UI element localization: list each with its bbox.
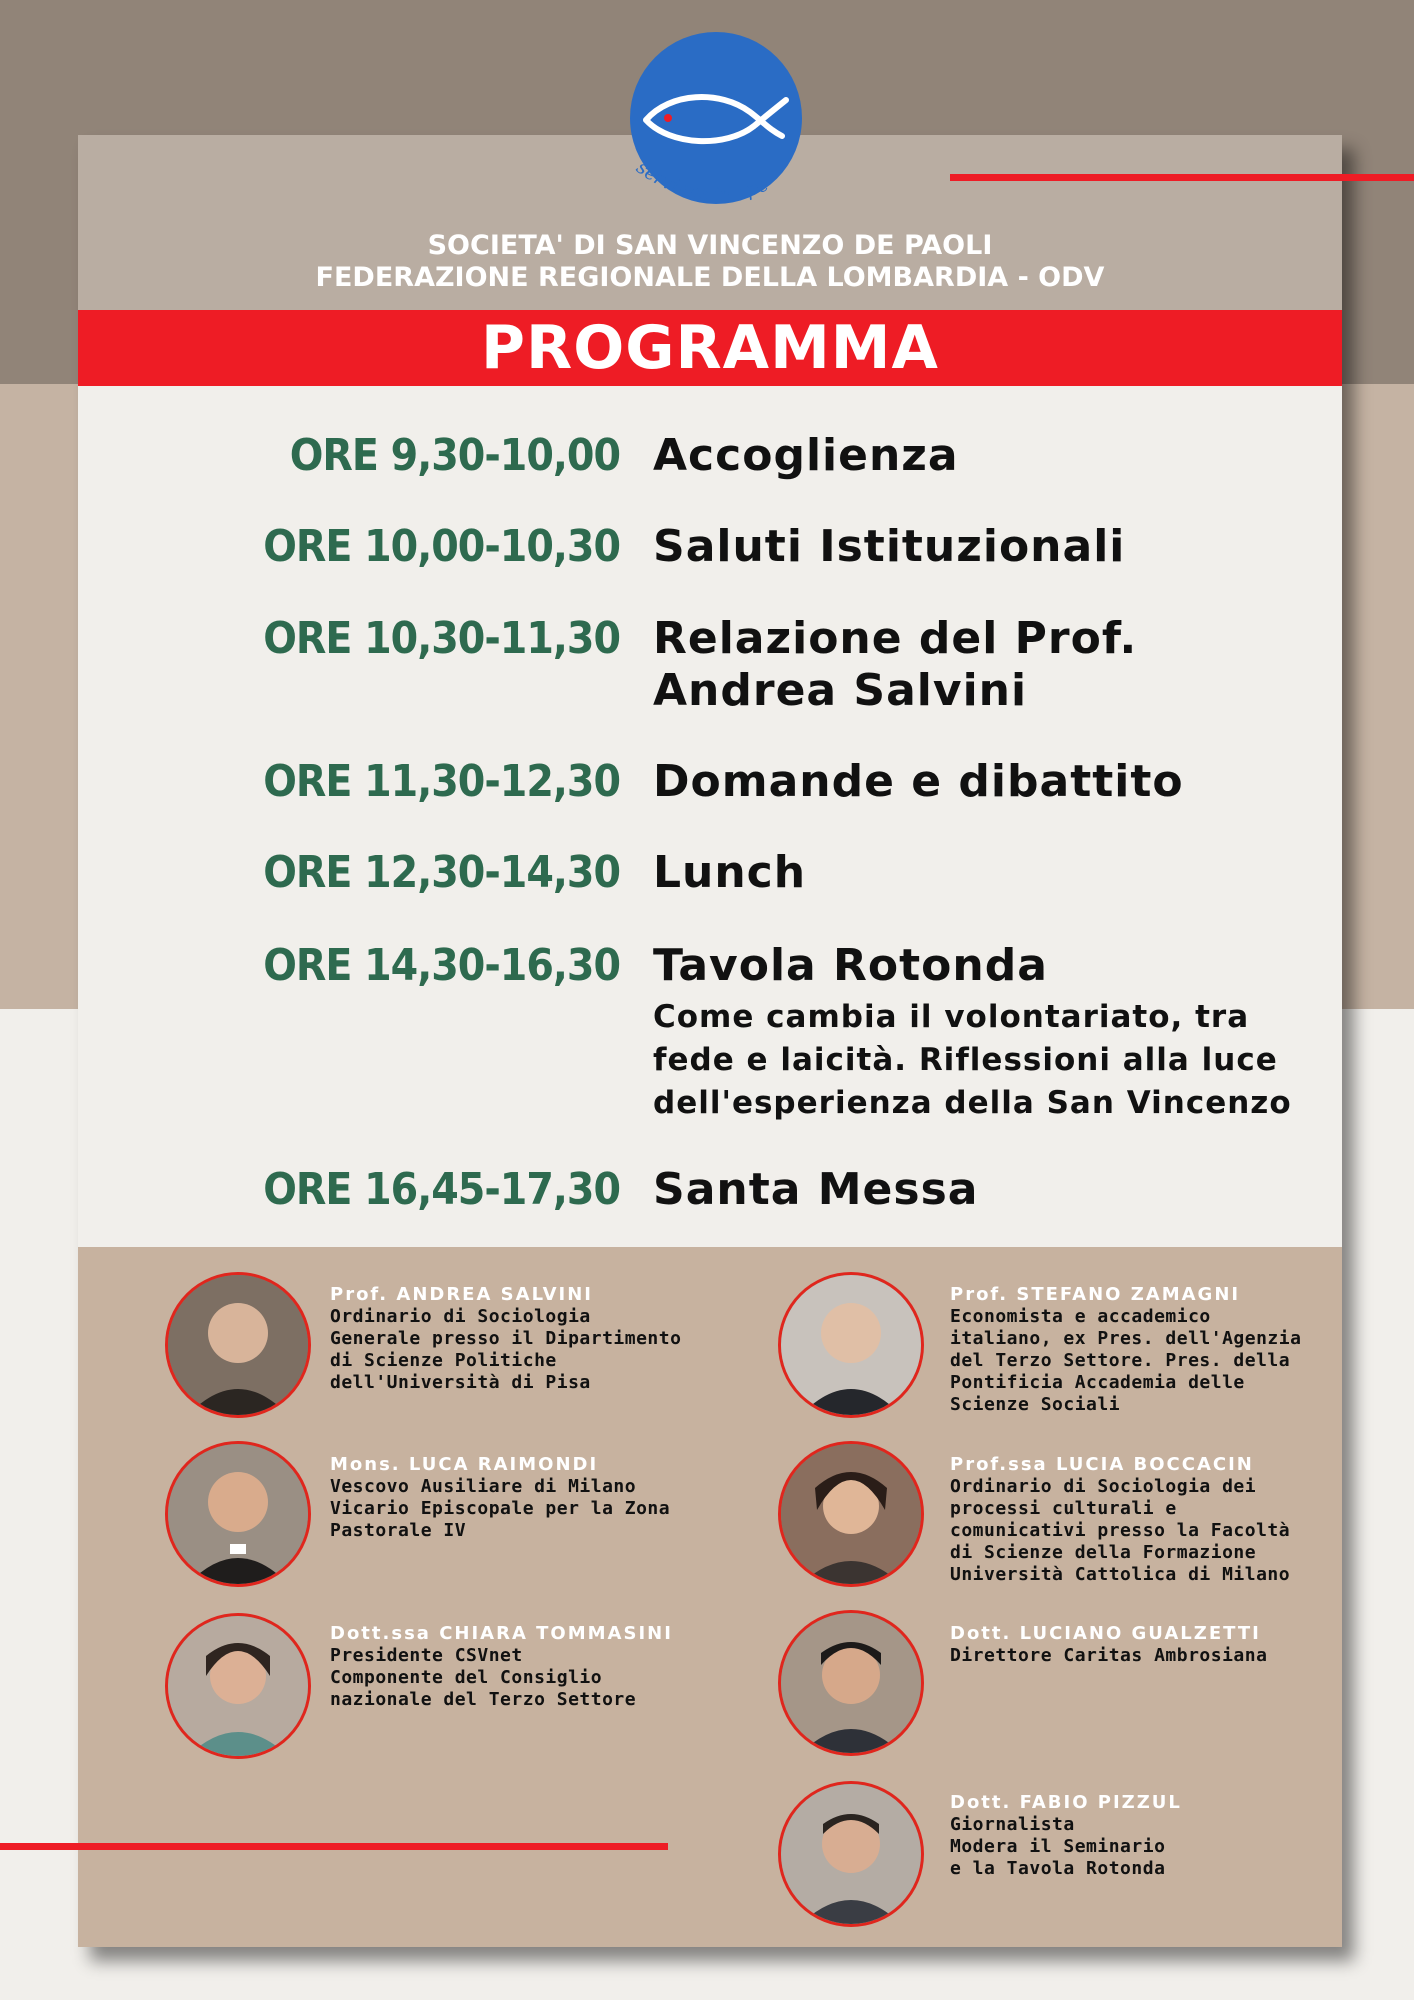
decorative-line-bottom bbox=[0, 1843, 668, 1850]
schedule-activity: Domande e dibattito bbox=[653, 756, 1184, 807]
speaker-photo bbox=[165, 1441, 311, 1587]
speaker-photo bbox=[778, 1781, 924, 1927]
logo-motto bbox=[615, 160, 815, 230]
speaker-description: Ordinario di Sociologia dei processi culturali e comunicativi presso la Facoltà di Scienze della Formazione Università Cattolica di Milano bbox=[950, 1476, 1291, 1585]
subtitle-line: fede e laicità. Riflessioni alla luce bbox=[653, 1042, 1278, 1078]
schedule-time: ORE 16,45-17,30 bbox=[263, 1164, 620, 1215]
organization-line-2: FEDERAZIONE REGIONALE DELLA LOMBARDIA - ODV bbox=[315, 262, 1105, 293]
speaker-photo bbox=[165, 1613, 311, 1759]
speaker-photo bbox=[778, 1441, 924, 1587]
speaker-name: Prof.ssa LUCIA BOCCACIN bbox=[950, 1454, 1254, 1475]
speaker-name: Dott. FABIO PIZZUL bbox=[950, 1792, 1182, 1813]
speaker-name: Dott. LUCIANO GUALZETTI bbox=[950, 1623, 1261, 1644]
schedule-time: ORE 12,30-14,30 bbox=[263, 847, 620, 898]
subtitle-line: dell'esperienza della San Vincenzo bbox=[653, 1085, 1292, 1121]
schedule-activity: Santa Messa bbox=[653, 1164, 979, 1215]
schedule-time: ORE 11,30-12,30 bbox=[263, 756, 620, 807]
speaker-photo bbox=[778, 1610, 924, 1756]
speaker-description: Ordinario di Sociologia Generale presso il Dipartimento di Scienze Politiche dell'Università di Pisa bbox=[330, 1306, 682, 1393]
schedule-activity bbox=[653, 613, 1313, 717]
schedule-activity-line: Andrea Salvini bbox=[653, 665, 1028, 716]
schedule-activity: Lunch bbox=[653, 847, 807, 898]
schedule-activity-line: Relazione del Prof. bbox=[653, 613, 1138, 664]
speaker-name: Dott.ssa CHIARA TOMMASINI bbox=[330, 1623, 673, 1644]
speaker-name: Prof. STEFANO ZAMAGNI bbox=[950, 1284, 1241, 1305]
speaker-name: Prof. ANDREA SALVINI bbox=[330, 1284, 593, 1305]
speaker-description: Vescovo Ausiliare di Milano Vicario Episcopale per la Zona Pastorale IV bbox=[330, 1476, 671, 1541]
organization-line-1: SOCIETA' DI SAN VINCENZO DE PAOLI bbox=[427, 230, 993, 261]
schedule-activity-subtitle bbox=[653, 996, 1313, 1125]
speaker-description: Direttore Caritas Ambrosiana bbox=[950, 1645, 1268, 1666]
speaker-photo bbox=[778, 1272, 924, 1418]
schedule-time: ORE 10,30-11,30 bbox=[263, 613, 620, 664]
subtitle-line: Come cambia il volontariato, tra bbox=[653, 999, 1250, 1035]
speaker-description: Economista e accademico italiano, ex Pres. dell'Agenzia del Terzo Settore. Pres. della Pontificia Accademia delle Scienze Sociali bbox=[950, 1306, 1302, 1415]
speaker-photo bbox=[165, 1272, 311, 1418]
schedule-time: ORE 10,00-10,30 bbox=[263, 521, 620, 572]
speaker-name: Mons. LUCA RAIMONDI bbox=[330, 1454, 599, 1475]
schedule-activity: Saluti Istituzionali bbox=[653, 521, 1126, 572]
decorative-line-top bbox=[950, 174, 1414, 181]
program-banner: PROGRAMMA bbox=[78, 310, 1342, 386]
speaker-description: Presidente CSVnet Componente del Consiglio nazionale del Terzo Settore bbox=[330, 1645, 637, 1710]
speaker-description: Giornalista Modera il Seminario e la Tavola Rotonda bbox=[950, 1814, 1166, 1879]
schedule-activity: Accoglienza bbox=[653, 430, 959, 481]
schedule-activity: Tavola Rotonda bbox=[653, 940, 1048, 991]
schedule-time: ORE 9,30-10,00 bbox=[289, 430, 620, 481]
svg-text:serviens in spe: serviens in spe bbox=[632, 160, 772, 206]
schedule-time: ORE 14,30-16,30 bbox=[263, 940, 620, 991]
organization-name bbox=[78, 230, 1342, 294]
